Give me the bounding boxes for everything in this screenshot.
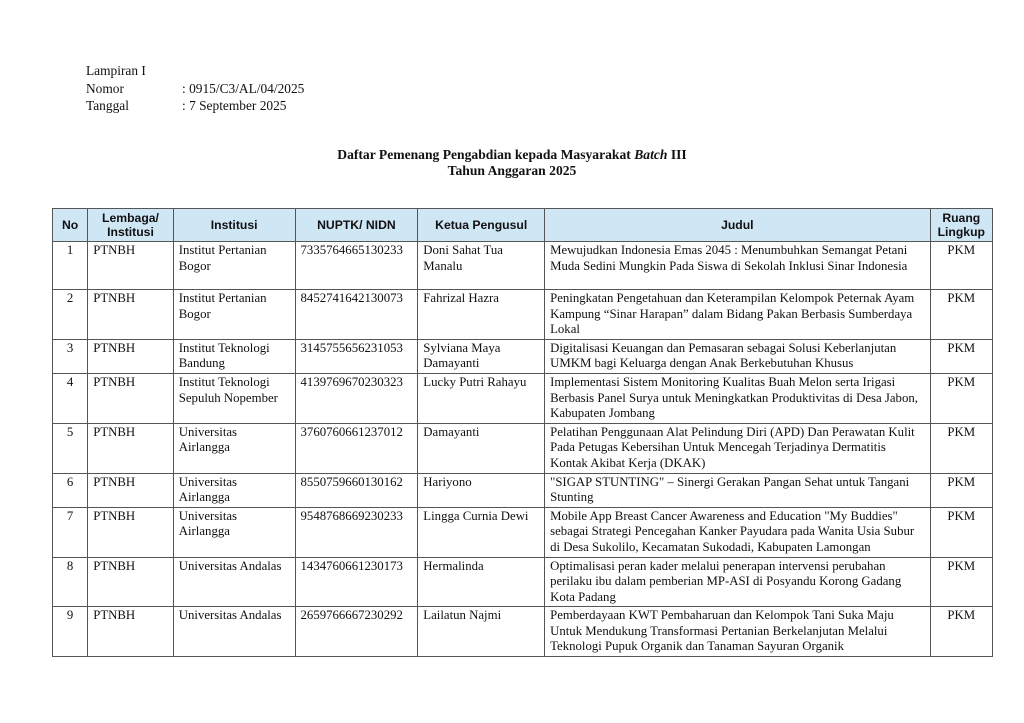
cell-lembaga: PTNBH bbox=[88, 557, 174, 607]
cell-ketua: Hariyono bbox=[418, 473, 545, 507]
title-suffix: III bbox=[667, 147, 687, 162]
cell-ruang: PKM bbox=[930, 557, 992, 607]
cell-institusi: Universitas Airlangga bbox=[173, 507, 295, 557]
cell-judul: "SIGAP STUNTING" – Sinergi Gerakan Pangan Sehat untuk Tangani Stunting bbox=[545, 473, 930, 507]
cell-judul: Implementasi Sistem Monitoring Kualitas Buah Melon serta Irigasi Berbasis Panel Surya untuk Meningkatkan Produktivitas di Desa Jabon, Kabupaten Jombang bbox=[545, 373, 930, 423]
tanggal-value: : 7 September 2025 bbox=[182, 98, 287, 113]
cell-no: 5 bbox=[53, 423, 88, 473]
cell-nuptk: 7335764665130233 bbox=[295, 242, 418, 290]
cell-institusi: Institut Teknologi Bandung bbox=[173, 339, 295, 373]
cell-institusi: Institut Teknologi Sepuluh Nopember bbox=[173, 373, 295, 423]
cell-judul: Mobile App Breast Cancer Awareness and Education "My Buddies" sebagai Strategi Pencegahan Kanker Payudara pada Wanita Usia Subur di Desa Sukolilo, Kecamatan Sukodadi, Kabupaten Lamongan bbox=[545, 507, 930, 557]
cell-nuptk: 1434760661230173 bbox=[295, 557, 418, 607]
cell-judul: Mewujudkan Indonesia Emas 2045 : Menumbuhkan Semangat Petani Muda Sedini Mungkin Pada Siswa di Sekolah Inklusi Sinar Indonesia bbox=[545, 242, 930, 290]
document-metadata bbox=[86, 62, 304, 115]
cell-judul: Digitalisasi Keuangan dan Pemasaran sebagai Solusi Keberlanjutan UMKM bagi Keluarga dengan Anak Berkebutuhan Khusus bbox=[545, 339, 930, 373]
cell-ketua: Doni Sahat Tua Manalu bbox=[418, 242, 545, 290]
tanggal-row bbox=[86, 97, 304, 115]
nomor-value: : 0915/C3/AL/04/2025 bbox=[182, 80, 305, 96]
cell-institusi: Institut Pertanian Bogor bbox=[173, 290, 295, 340]
cell-nuptk: 8452741642130073 bbox=[295, 290, 418, 340]
cell-institusi: Universitas Airlangga bbox=[173, 473, 295, 507]
cell-nuptk: 3145755656231053 bbox=[295, 339, 418, 373]
header-no: No bbox=[53, 209, 88, 242]
cell-ketua: Fahrizal Hazra bbox=[418, 290, 545, 340]
lampiran-label: Lampiran I bbox=[86, 63, 146, 78]
header-lembaga: Lembaga/ Institusi bbox=[88, 209, 174, 242]
cell-ruang: PKM bbox=[930, 242, 992, 290]
cell-judul: Peningkatan Pengetahuan dan Keterampilan Kelompok Peternak Ayam Kampung “Sinar Harapan” dalam Bidang Pakan Berbasis Sumberdaya Lokal bbox=[545, 290, 930, 340]
header-institusi: Institusi bbox=[173, 209, 295, 242]
cell-nuptk: 9548768669230233 bbox=[295, 507, 418, 557]
cell-no: 6 bbox=[53, 473, 88, 507]
title-prefix: Daftar Pemenang Pengabdian kepada Masyarakat bbox=[337, 147, 635, 162]
cell-judul: Optimalisasi peran kader melalui penerapan intervensi perubahan perilaku ibu dalam pemberian MP-ASI di Posyandu Korong Gadang Kota Padang bbox=[545, 557, 930, 607]
header-ruang-lingkup: Ruang Lingkup bbox=[930, 209, 992, 242]
table-row bbox=[53, 507, 993, 557]
cell-ketua: Lailatun Najmi bbox=[418, 607, 545, 657]
cell-ketua: Sylviana Maya Damayanti bbox=[418, 339, 545, 373]
cell-institusi: Institut Pertanian Bogor bbox=[173, 242, 295, 290]
table-row bbox=[53, 242, 993, 290]
cell-institusi: Universitas Andalas bbox=[173, 607, 295, 657]
cell-nuptk: 3760760661237012 bbox=[295, 423, 418, 473]
cell-no: 9 bbox=[53, 607, 88, 657]
cell-lembaga: PTNBH bbox=[88, 373, 174, 423]
cell-lembaga: PTNBH bbox=[88, 607, 174, 657]
cell-no: 1 bbox=[53, 242, 88, 290]
cell-ruang: PKM bbox=[930, 607, 992, 657]
document-title bbox=[0, 147, 1024, 163]
cell-ketua: Lingga Curnia Dewi bbox=[418, 507, 545, 557]
table-row bbox=[53, 557, 993, 607]
cell-no: 3 bbox=[53, 339, 88, 373]
header-ketua: Ketua Pengusul bbox=[418, 209, 545, 242]
cell-lembaga: PTNBH bbox=[88, 339, 174, 373]
cell-no: 2 bbox=[53, 290, 88, 340]
nomor-row bbox=[86, 80, 304, 98]
tanggal-label: Tanggal bbox=[86, 98, 129, 113]
cell-no: 8 bbox=[53, 557, 88, 607]
cell-judul: Pelatihan Penggunaan Alat Pelindung Diri (APD) Dan Perawatan Kulit Pada Petugas Kebersihan Untuk Mencegah Terjadinya Dermatitis Kontak Akibat Kerja (DKAK) bbox=[545, 423, 930, 473]
cell-no: 4 bbox=[53, 373, 88, 423]
cell-institusi: Universitas Andalas bbox=[173, 557, 295, 607]
cell-ruang: PKM bbox=[930, 290, 992, 340]
cell-ketua: Hermalinda bbox=[418, 557, 545, 607]
cell-judul: Pemberdayaan KWT Pembaharuan dan Kelompok Tani Suka Maju Untuk Mendukung Transformasi Pertanian Berkelanjutan Melalui Teknologi Pupuk Organik dan Tanaman Sayuran Organik bbox=[545, 607, 930, 657]
header-nuptk: NUPTK/ NIDN bbox=[295, 209, 418, 242]
cell-ruang: PKM bbox=[930, 507, 992, 557]
winners-table bbox=[52, 208, 993, 657]
table-row bbox=[53, 607, 993, 657]
table-row bbox=[53, 423, 993, 473]
table-row bbox=[53, 373, 993, 423]
cell-ketua: Lucky Putri Rahayu bbox=[418, 373, 545, 423]
cell-ketua: Damayanti bbox=[418, 423, 545, 473]
header-judul: Judul bbox=[545, 209, 930, 242]
cell-ruang: PKM bbox=[930, 373, 992, 423]
table-header-row bbox=[53, 209, 993, 242]
nomor-label: Nomor bbox=[86, 80, 124, 96]
table-row bbox=[53, 290, 993, 340]
cell-nuptk: 8550759660130162 bbox=[295, 473, 418, 507]
document-subtitle: Tahun Anggaran 2025 bbox=[447, 163, 577, 178]
cell-lembaga: PTNBH bbox=[88, 507, 174, 557]
cell-lembaga: PTNBH bbox=[88, 423, 174, 473]
title-italic: Batch bbox=[634, 147, 668, 162]
cell-ruang: PKM bbox=[930, 423, 992, 473]
table-row bbox=[53, 473, 993, 507]
cell-nuptk: 2659766667230292 bbox=[295, 607, 418, 657]
cell-ruang: PKM bbox=[930, 473, 992, 507]
cell-nuptk: 4139769670230323 bbox=[295, 373, 418, 423]
cell-lembaga: PTNBH bbox=[88, 473, 174, 507]
cell-ruang: PKM bbox=[930, 339, 992, 373]
cell-lembaga: PTNBH bbox=[88, 290, 174, 340]
table-row bbox=[53, 339, 993, 373]
cell-lembaga: PTNBH bbox=[88, 242, 174, 290]
cell-no: 7 bbox=[53, 507, 88, 557]
cell-institusi: Universitas Airlangga bbox=[173, 423, 295, 473]
